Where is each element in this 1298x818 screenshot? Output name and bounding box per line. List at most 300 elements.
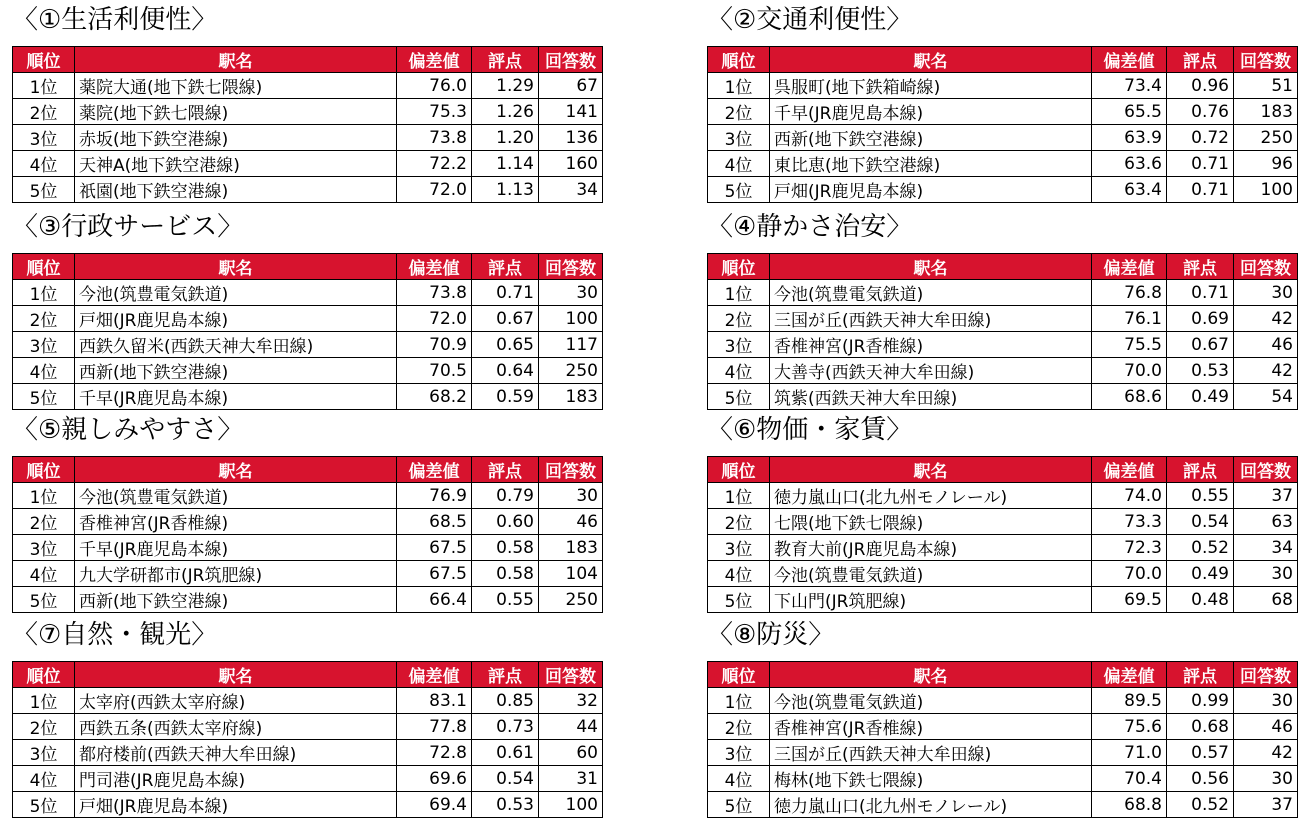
deviation-cell: 89.5 bbox=[1092, 688, 1167, 714]
station-name-cell: 今池(筑豊電気鉄道) bbox=[75, 280, 397, 306]
score-cell: 0.67 bbox=[472, 306, 539, 332]
deviation-cell: 68.5 bbox=[397, 509, 472, 535]
score-cell: 0.48 bbox=[1167, 587, 1234, 613]
category-title: 〈⑤親しみやすさ〉 bbox=[12, 415, 244, 445]
station-name-cell: 今池(筑豊電気鉄道) bbox=[75, 483, 397, 509]
header-station-name: 駅名 bbox=[770, 47, 1092, 73]
count-cell: 46 bbox=[539, 509, 603, 535]
header-rank: 順位 bbox=[708, 47, 770, 73]
station-name-cell: 梅林(地下鉄七隈線) bbox=[770, 766, 1092, 792]
deviation-cell: 72.0 bbox=[397, 177, 472, 203]
deviation-cell: 70.9 bbox=[397, 332, 472, 358]
station-name-cell: 徳力嵐山口(北九州モノレール) bbox=[770, 792, 1092, 818]
deviation-cell: 70.5 bbox=[397, 358, 472, 384]
table-row bbox=[708, 792, 1298, 818]
header-rank: 順位 bbox=[708, 662, 770, 688]
count-cell: 30 bbox=[539, 280, 603, 306]
table-row bbox=[708, 688, 1298, 714]
score-cell: 0.59 bbox=[472, 384, 539, 410]
deviation-cell: 67.5 bbox=[397, 561, 472, 587]
count-cell: 183 bbox=[1234, 99, 1298, 125]
header-station-name: 駅名 bbox=[75, 47, 397, 73]
deviation-cell: 63.6 bbox=[1092, 151, 1167, 177]
header-row bbox=[708, 254, 1298, 280]
score-cell: 0.54 bbox=[472, 766, 539, 792]
header-rank: 順位 bbox=[13, 662, 75, 688]
count-cell: 32 bbox=[539, 688, 603, 714]
category-title: 〈③行政サービス〉 bbox=[12, 212, 244, 242]
station-name-cell: 門司港(JR鹿児島本線) bbox=[75, 766, 397, 792]
rank-cell: 1位 bbox=[708, 688, 770, 714]
station-name-cell: 天神A(地下鉄空港線) bbox=[75, 151, 397, 177]
count-cell: 46 bbox=[1234, 332, 1298, 358]
deviation-cell: 74.0 bbox=[1092, 483, 1167, 509]
header-score: 評点 bbox=[1167, 457, 1234, 483]
station-name-cell: 都府楼前(西鉄天神大牟田線) bbox=[75, 740, 397, 766]
score-cell: 0.73 bbox=[472, 714, 539, 740]
deviation-cell: 69.4 bbox=[397, 792, 472, 818]
count-cell: 34 bbox=[1234, 535, 1298, 561]
table-row bbox=[13, 483, 603, 509]
category-title: 〈⑧防災〉 bbox=[707, 620, 835, 650]
count-cell: 100 bbox=[539, 306, 603, 332]
score-cell: 0.53 bbox=[1167, 358, 1234, 384]
station-name-cell: 大善寺(西鉄天神大牟田線) bbox=[770, 358, 1092, 384]
header-deviation: 偏差値 bbox=[397, 47, 472, 73]
station-name-cell: 呉服町(地下鉄箱崎線) bbox=[770, 73, 1092, 99]
rank-cell: 5位 bbox=[13, 587, 75, 613]
score-cell: 0.72 bbox=[1167, 125, 1234, 151]
station-name-cell: 薬院(地下鉄七隈線) bbox=[75, 99, 397, 125]
score-cell: 0.85 bbox=[472, 688, 539, 714]
header-score: 評点 bbox=[472, 662, 539, 688]
header-station-name: 駅名 bbox=[75, 662, 397, 688]
rank-cell: 4位 bbox=[13, 561, 75, 587]
station-name-cell: 戸畑(JR鹿児島本線) bbox=[770, 177, 1092, 203]
category-block-2 bbox=[707, 4, 1297, 203]
count-cell: 96 bbox=[1234, 151, 1298, 177]
count-cell: 30 bbox=[1234, 688, 1298, 714]
deviation-cell: 71.0 bbox=[1092, 740, 1167, 766]
deviation-cell: 77.8 bbox=[397, 714, 472, 740]
count-cell: 37 bbox=[1234, 483, 1298, 509]
score-cell: 0.52 bbox=[1167, 792, 1234, 818]
ranking-table bbox=[12, 456, 603, 613]
count-cell: 30 bbox=[539, 483, 603, 509]
count-cell: 42 bbox=[1234, 740, 1298, 766]
header-row bbox=[708, 457, 1298, 483]
count-cell: 100 bbox=[539, 792, 603, 818]
score-cell: 0.55 bbox=[1167, 483, 1234, 509]
deviation-cell: 68.8 bbox=[1092, 792, 1167, 818]
table-row bbox=[708, 151, 1298, 177]
score-cell: 0.56 bbox=[1167, 766, 1234, 792]
deviation-cell: 69.6 bbox=[397, 766, 472, 792]
deviation-cell: 65.5 bbox=[1092, 99, 1167, 125]
score-cell: 0.61 bbox=[472, 740, 539, 766]
count-cell: 160 bbox=[539, 151, 603, 177]
header-deviation: 偏差値 bbox=[1092, 47, 1167, 73]
score-cell: 1.26 bbox=[472, 99, 539, 125]
table-row bbox=[13, 384, 603, 410]
count-cell: 54 bbox=[1234, 384, 1298, 410]
table-row bbox=[13, 561, 603, 587]
deviation-cell: 73.4 bbox=[1092, 73, 1167, 99]
header-rank: 順位 bbox=[13, 254, 75, 280]
deviation-cell: 73.8 bbox=[397, 125, 472, 151]
rank-cell: 2位 bbox=[708, 306, 770, 332]
station-name-cell: 今池(筑豊電気鉄道) bbox=[770, 280, 1092, 306]
ranking-table bbox=[12, 46, 603, 203]
table-row bbox=[13, 509, 603, 535]
station-name-cell: 筑紫(西鉄天神大牟田線) bbox=[770, 384, 1092, 410]
rank-cell: 5位 bbox=[13, 792, 75, 818]
category-title: 〈⑥物価・家賃〉 bbox=[707, 415, 913, 445]
deviation-cell: 76.8 bbox=[1092, 280, 1167, 306]
rank-cell: 1位 bbox=[708, 280, 770, 306]
score-cell: 1.20 bbox=[472, 125, 539, 151]
station-name-cell: 香椎神宮(JR香椎線) bbox=[75, 509, 397, 535]
score-cell: 0.79 bbox=[472, 483, 539, 509]
station-name-cell: 下山門(JR筑肥線) bbox=[770, 587, 1092, 613]
table-row bbox=[708, 306, 1298, 332]
score-cell: 1.13 bbox=[472, 177, 539, 203]
table-row bbox=[708, 766, 1298, 792]
header-rank: 順位 bbox=[13, 47, 75, 73]
header-station-name: 駅名 bbox=[770, 254, 1092, 280]
deviation-cell: 72.0 bbox=[397, 306, 472, 332]
deviation-cell: 63.4 bbox=[1092, 177, 1167, 203]
ranking-table bbox=[12, 253, 603, 410]
station-name-cell: 赤坂(地下鉄空港線) bbox=[75, 125, 397, 151]
header-score: 評点 bbox=[1167, 47, 1234, 73]
ranking-table bbox=[707, 456, 1298, 613]
station-name-cell: 太宰府(西鉄太宰府線) bbox=[75, 688, 397, 714]
header-deviation: 偏差値 bbox=[1092, 662, 1167, 688]
score-cell: 0.57 bbox=[1167, 740, 1234, 766]
deviation-cell: 68.2 bbox=[397, 384, 472, 410]
table-row bbox=[13, 306, 603, 332]
station-name-cell: 戸畑(JR鹿児島本線) bbox=[75, 306, 397, 332]
station-name-cell: 薬院大通(地下鉄七隈線) bbox=[75, 73, 397, 99]
table-row bbox=[13, 714, 603, 740]
station-name-cell: 東比恵(地下鉄空港線) bbox=[770, 151, 1092, 177]
score-cell: 1.29 bbox=[472, 73, 539, 99]
rank-cell: 4位 bbox=[708, 151, 770, 177]
rank-cell: 1位 bbox=[13, 73, 75, 99]
category-block-3 bbox=[12, 211, 602, 410]
score-cell: 0.76 bbox=[1167, 99, 1234, 125]
count-cell: 250 bbox=[1234, 125, 1298, 151]
station-name-cell: 千早(JR鹿児島本線) bbox=[75, 535, 397, 561]
header-count: 回答数 bbox=[1234, 254, 1298, 280]
rank-cell: 3位 bbox=[13, 332, 75, 358]
score-cell: 0.67 bbox=[1167, 332, 1234, 358]
header-count: 回答数 bbox=[1234, 47, 1298, 73]
table-row bbox=[13, 99, 603, 125]
score-cell: 0.65 bbox=[472, 332, 539, 358]
rank-cell: 5位 bbox=[708, 177, 770, 203]
rank-cell: 4位 bbox=[13, 358, 75, 384]
score-cell: 0.58 bbox=[472, 561, 539, 587]
deviation-cell: 83.1 bbox=[397, 688, 472, 714]
rank-cell: 2位 bbox=[708, 714, 770, 740]
header-station-name: 駅名 bbox=[770, 457, 1092, 483]
header-row bbox=[708, 662, 1298, 688]
count-cell: 42 bbox=[1234, 306, 1298, 332]
table-row bbox=[708, 99, 1298, 125]
header-deviation: 偏差値 bbox=[397, 662, 472, 688]
rank-cell: 2位 bbox=[13, 714, 75, 740]
station-name-cell: 徳力嵐山口(北九州モノレール) bbox=[770, 483, 1092, 509]
header-deviation: 偏差値 bbox=[1092, 254, 1167, 280]
table-row bbox=[13, 587, 603, 613]
count-cell: 63 bbox=[1234, 509, 1298, 535]
score-cell: 0.52 bbox=[1167, 535, 1234, 561]
category-block-7 bbox=[12, 619, 602, 818]
count-cell: 117 bbox=[539, 332, 603, 358]
score-cell: 0.96 bbox=[1167, 73, 1234, 99]
score-cell: 0.64 bbox=[472, 358, 539, 384]
station-name-cell: 西鉄久留米(西鉄天神大牟田線) bbox=[75, 332, 397, 358]
rank-cell: 1位 bbox=[708, 73, 770, 99]
deviation-cell: 76.0 bbox=[397, 73, 472, 99]
deviation-cell: 70.4 bbox=[1092, 766, 1167, 792]
deviation-cell: 68.6 bbox=[1092, 384, 1167, 410]
header-count: 回答数 bbox=[539, 457, 603, 483]
table-row bbox=[708, 384, 1298, 410]
rank-cell: 1位 bbox=[13, 688, 75, 714]
score-cell: 0.54 bbox=[1167, 509, 1234, 535]
table-row bbox=[13, 280, 603, 306]
table-row bbox=[708, 332, 1298, 358]
rank-cell: 3位 bbox=[708, 535, 770, 561]
header-score: 評点 bbox=[472, 457, 539, 483]
category-block-5 bbox=[12, 414, 602, 613]
score-cell: 0.99 bbox=[1167, 688, 1234, 714]
score-cell: 0.49 bbox=[1167, 561, 1234, 587]
count-cell: 34 bbox=[539, 177, 603, 203]
station-name-cell: 今池(筑豊電気鉄道) bbox=[770, 561, 1092, 587]
ranking-table bbox=[707, 661, 1298, 818]
deviation-cell: 72.2 bbox=[397, 151, 472, 177]
header-count: 回答数 bbox=[1234, 662, 1298, 688]
rank-cell: 1位 bbox=[708, 483, 770, 509]
category-title: 〈④静かさ治安〉 bbox=[707, 212, 913, 242]
rank-cell: 3位 bbox=[13, 535, 75, 561]
deviation-cell: 76.1 bbox=[1092, 306, 1167, 332]
count-cell: 100 bbox=[1234, 177, 1298, 203]
table-row bbox=[708, 280, 1298, 306]
rank-cell: 3位 bbox=[708, 332, 770, 358]
table-row bbox=[708, 509, 1298, 535]
rank-cell: 2位 bbox=[13, 99, 75, 125]
table-row bbox=[13, 73, 603, 99]
deviation-cell: 73.3 bbox=[1092, 509, 1167, 535]
score-cell: 0.69 bbox=[1167, 306, 1234, 332]
table-row bbox=[13, 125, 603, 151]
deviation-cell: 72.8 bbox=[397, 740, 472, 766]
deviation-cell: 67.5 bbox=[397, 535, 472, 561]
table-row bbox=[708, 125, 1298, 151]
table-row bbox=[708, 73, 1298, 99]
rank-cell: 2位 bbox=[708, 509, 770, 535]
rank-cell: 4位 bbox=[708, 766, 770, 792]
rank-cell: 4位 bbox=[13, 151, 75, 177]
rank-cell: 3位 bbox=[13, 125, 75, 151]
rank-cell: 3位 bbox=[708, 740, 770, 766]
score-cell: 0.49 bbox=[1167, 384, 1234, 410]
score-cell: 0.68 bbox=[1167, 714, 1234, 740]
table-row bbox=[13, 688, 603, 714]
rank-cell: 4位 bbox=[708, 358, 770, 384]
table-row bbox=[708, 740, 1298, 766]
count-cell: 250 bbox=[539, 358, 603, 384]
header-deviation: 偏差値 bbox=[1092, 457, 1167, 483]
deviation-cell: 70.0 bbox=[1092, 561, 1167, 587]
table-row bbox=[708, 483, 1298, 509]
score-cell: 0.58 bbox=[472, 535, 539, 561]
station-name-cell: 戸畑(JR鹿児島本線) bbox=[75, 792, 397, 818]
station-name-cell: 千早(JR鹿児島本線) bbox=[770, 99, 1092, 125]
station-name-cell: 西新(地下鉄空港線) bbox=[75, 358, 397, 384]
deviation-cell: 76.9 bbox=[397, 483, 472, 509]
rank-cell: 2位 bbox=[13, 306, 75, 332]
station-name-cell: 西新(地下鉄空港線) bbox=[75, 587, 397, 613]
rank-cell: 5位 bbox=[13, 384, 75, 410]
table-row bbox=[13, 177, 603, 203]
header-rank: 順位 bbox=[13, 457, 75, 483]
table-row bbox=[708, 535, 1298, 561]
count-cell: 30 bbox=[1234, 561, 1298, 587]
table-row bbox=[708, 177, 1298, 203]
table-row bbox=[13, 358, 603, 384]
header-count: 回答数 bbox=[539, 662, 603, 688]
station-name-cell: 香椎神宮(JR香椎線) bbox=[770, 714, 1092, 740]
header-score: 評点 bbox=[472, 47, 539, 73]
header-row bbox=[708, 47, 1298, 73]
count-cell: 37 bbox=[1234, 792, 1298, 818]
station-name-cell: 三国が丘(西鉄天神大牟田線) bbox=[770, 740, 1092, 766]
rank-cell: 5位 bbox=[13, 177, 75, 203]
header-score: 評点 bbox=[472, 254, 539, 280]
station-name-cell: 祇園(地下鉄空港線) bbox=[75, 177, 397, 203]
count-cell: 60 bbox=[539, 740, 603, 766]
score-cell: 0.71 bbox=[1167, 151, 1234, 177]
rank-cell: 5位 bbox=[708, 384, 770, 410]
table-row bbox=[708, 358, 1298, 384]
count-cell: 42 bbox=[1234, 358, 1298, 384]
count-cell: 46 bbox=[1234, 714, 1298, 740]
table-row bbox=[708, 714, 1298, 740]
table-row bbox=[13, 151, 603, 177]
count-cell: 30 bbox=[1234, 280, 1298, 306]
score-cell: 0.71 bbox=[1167, 280, 1234, 306]
header-rank: 順位 bbox=[708, 254, 770, 280]
header-station-name: 駅名 bbox=[770, 662, 1092, 688]
deviation-cell: 63.9 bbox=[1092, 125, 1167, 151]
table-row bbox=[13, 535, 603, 561]
rank-cell: 2位 bbox=[13, 509, 75, 535]
header-score: 評点 bbox=[1167, 662, 1234, 688]
header-count: 回答数 bbox=[1234, 457, 1298, 483]
category-block-8 bbox=[707, 619, 1297, 818]
rank-cell: 1位 bbox=[13, 483, 75, 509]
table-row bbox=[13, 792, 603, 818]
station-name-cell: 三国が丘(西鉄天神大牟田線) bbox=[770, 306, 1092, 332]
ranking-table bbox=[707, 253, 1298, 410]
deviation-cell: 66.4 bbox=[397, 587, 472, 613]
header-row bbox=[13, 457, 603, 483]
station-name-cell: 七隈(地下鉄七隈線) bbox=[770, 509, 1092, 535]
count-cell: 183 bbox=[539, 535, 603, 561]
station-name-cell: 今池(筑豊電気鉄道) bbox=[770, 688, 1092, 714]
station-name-cell: 西鉄五条(西鉄太宰府線) bbox=[75, 714, 397, 740]
rank-cell: 3位 bbox=[708, 125, 770, 151]
table-row bbox=[708, 587, 1298, 613]
deviation-cell: 69.5 bbox=[1092, 587, 1167, 613]
deviation-cell: 75.3 bbox=[397, 99, 472, 125]
table-row bbox=[13, 766, 603, 792]
score-cell: 0.60 bbox=[472, 509, 539, 535]
deviation-cell: 73.8 bbox=[397, 280, 472, 306]
header-row bbox=[13, 662, 603, 688]
rank-cell: 4位 bbox=[13, 766, 75, 792]
rank-cell: 5位 bbox=[708, 587, 770, 613]
count-cell: 68 bbox=[1234, 587, 1298, 613]
header-count: 回答数 bbox=[539, 254, 603, 280]
score-cell: 0.55 bbox=[472, 587, 539, 613]
count-cell: 183 bbox=[539, 384, 603, 410]
count-cell: 44 bbox=[539, 714, 603, 740]
category-title: 〈①生活利便性〉 bbox=[12, 5, 218, 35]
header-station-name: 駅名 bbox=[75, 254, 397, 280]
station-name-cell: 香椎神宮(JR香椎線) bbox=[770, 332, 1092, 358]
category-block-6 bbox=[707, 414, 1297, 613]
table-row bbox=[13, 740, 603, 766]
count-cell: 51 bbox=[1234, 73, 1298, 99]
category-title: 〈⑦自然・観光〉 bbox=[12, 620, 218, 650]
deviation-cell: 75.5 bbox=[1092, 332, 1167, 358]
category-block-4 bbox=[707, 211, 1297, 410]
rank-cell: 4位 bbox=[708, 561, 770, 587]
header-rank: 順位 bbox=[708, 457, 770, 483]
count-cell: 250 bbox=[539, 587, 603, 613]
score-cell: 0.71 bbox=[472, 280, 539, 306]
header-deviation: 偏差値 bbox=[397, 254, 472, 280]
count-cell: 136 bbox=[539, 125, 603, 151]
header-score: 評点 bbox=[1167, 254, 1234, 280]
count-cell: 31 bbox=[539, 766, 603, 792]
rank-cell: 3位 bbox=[13, 740, 75, 766]
deviation-cell: 72.3 bbox=[1092, 535, 1167, 561]
deviation-cell: 70.0 bbox=[1092, 358, 1167, 384]
score-cell: 1.14 bbox=[472, 151, 539, 177]
header-station-name: 駅名 bbox=[75, 457, 397, 483]
rank-cell: 5位 bbox=[708, 792, 770, 818]
header-row bbox=[13, 47, 603, 73]
station-name-cell: 教育大前(JR鹿児島本線) bbox=[770, 535, 1092, 561]
deviation-cell: 75.6 bbox=[1092, 714, 1167, 740]
station-name-cell: 千早(JR鹿児島本線) bbox=[75, 384, 397, 410]
category-block-1 bbox=[12, 4, 602, 203]
header-deviation: 偏差値 bbox=[397, 457, 472, 483]
score-cell: 0.71 bbox=[1167, 177, 1234, 203]
count-cell: 141 bbox=[539, 99, 603, 125]
header-count: 回答数 bbox=[539, 47, 603, 73]
header-row bbox=[13, 254, 603, 280]
category-title: 〈②交通利便性〉 bbox=[707, 5, 913, 35]
